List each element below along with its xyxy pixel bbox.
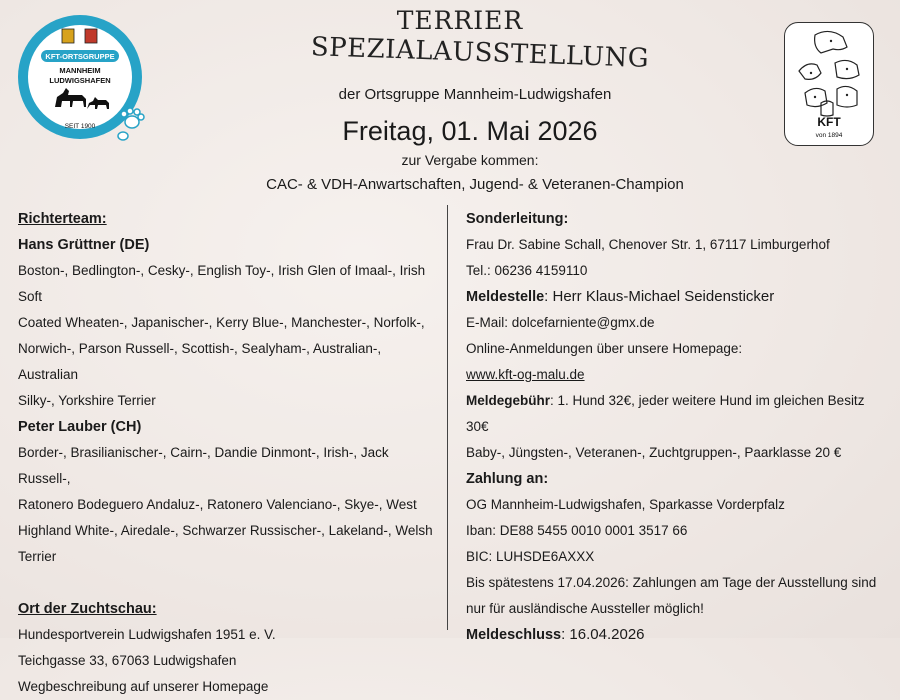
meldeschluss-label: Meldeschluss	[466, 627, 562, 643]
zahlung-heading: Zahlung an:	[466, 471, 549, 487]
meldestelle-value: : Herr Klaus-Michael Seidensticker	[544, 288, 775, 305]
richterteam-heading: Richterteam:	[18, 211, 107, 227]
meldestelle-label: Meldestelle	[466, 289, 545, 305]
event-date: Freitag, 01. Mai 2026	[342, 116, 598, 146]
judge1-breeds	[18, 258, 443, 414]
ort-heading: Ort der Zuchtschau:	[18, 601, 157, 617]
bic-line: BIC: LUHSDE6AXXX	[466, 549, 595, 564]
ortsgruppe-logo	[15, 12, 145, 142]
judge2-breeds-line: Highland White-, Airedale-, Schwarzer Russischer-, Lakeland-, Welsh	[18, 523, 433, 538]
judge1-breeds-line: Boston-, Bedlington-, Cesky-, English Toy-, Irish Glen of Imaal-, Irish Soft	[18, 263, 426, 304]
judge2-breeds-line: Border-, Brasilianischer-, Cairn-, Dandie Dinmont-, Irish-, Jack Russell-,	[18, 445, 389, 486]
title-terrier: TERRIER	[396, 6, 524, 35]
logo-since: SEIT 1900	[64, 123, 96, 130]
online-anmeldung: Online-Anmeldungen über unsere Homepage:	[466, 341, 743, 356]
judge2-breeds	[18, 440, 443, 570]
judge2-breeds-line: Ratonero Bodeguero Andaluz-, Ratonero Valenciano-, Skye-, West	[18, 497, 417, 512]
gebuehr-label: Meldegebühr	[466, 393, 551, 408]
meldeschluss-value: : 16.04.2026	[561, 626, 645, 643]
iban-line: Iban: DE88 5455 0010 0001 3517 66	[466, 523, 688, 538]
right-column	[466, 206, 886, 648]
judge1-breeds-line: Coated Wheaten-, Japanischer-, Kerry Blue-, Manchester-, Norfolk-,	[18, 315, 425, 330]
meldeschluss-line	[466, 622, 886, 648]
gebuehr-value: : 1. Hund 32€, jeder weitere Hund im gleichen Besitz 30€	[466, 393, 865, 434]
left-column	[18, 206, 443, 700]
column-divider	[447, 205, 448, 630]
kft-logo	[784, 22, 874, 146]
title-spezialausstellung: SPEZIALAUSSTELLUNG	[310, 32, 650, 74]
meldestelle-line	[466, 284, 886, 310]
sonderleitung-address: Frau Dr. Sabine Schall, Chenover Str. 1, 67117 Limburgerhof	[466, 237, 830, 252]
ort-line: Teichgasse 33, 67063 Ludwigshafen	[18, 653, 237, 668]
judge2-breeds-line: Terrier	[18, 549, 57, 564]
ort-line: Wegbeschreibung auf unserer Homepage	[18, 679, 269, 694]
judge1-breeds-line: Silky-, Yorkshire Terrier	[18, 393, 156, 408]
vergabe-label: zur Vergabe kommen:	[401, 152, 539, 168]
deadline-line: Bis spätestens 17.04.2026: Zahlungen am Tage der Ausstellung sind	[466, 575, 877, 590]
email-line: E-Mail: dolcefarniente@gmx.de	[466, 315, 655, 330]
logo-text-2: MANNHEIM	[59, 66, 101, 75]
terrier-heads-icon	[799, 31, 859, 116]
deadline-line2: nur für ausländische Aussteller möglich!	[466, 601, 704, 616]
gebuehr-line2: Baby-, Jüngsten-, Veteranen-, Zuchtgruppen-, Paarklasse 20 €	[466, 445, 842, 460]
sonderleitung-tel: Tel.: 06236 4159110	[466, 263, 588, 278]
homepage-link[interactable]: www.kft-og-malu.de	[466, 367, 585, 382]
logo-text-1: KFT-ORTSGRUPPE	[45, 52, 115, 61]
sonderleitung-heading: Sonderleitung:	[466, 211, 569, 227]
judge1-breeds-line: Norwich-, Parson Russell-, Scottish-, Sealyham-, Australian-, Australian	[18, 341, 382, 382]
logo-text-3: LUDWIGSHAFEN	[49, 76, 111, 85]
kft-logo-name: KFT	[817, 115, 841, 129]
kft-logo-since: von 1894	[815, 132, 843, 139]
gebuehr-line	[466, 388, 886, 440]
ort-line: Hundesportverein Ludwigshafen 1951 e. V.	[18, 627, 276, 642]
bank-line: OG Mannheim-Ludwigshafen, Sparkasse Vorderpfalz	[466, 497, 785, 512]
subtitle-ortsgruppe: der Ortsgruppe Mannheim-Ludwigshafen	[338, 86, 612, 103]
judge2-name: Peter Lauber (CH)	[18, 419, 142, 435]
titles-awarded: CAC- & VDH-Anwartschaften, Jugend- & Veteranen-Champion	[266, 176, 684, 193]
judge1-name: Hans Grüttner (DE)	[18, 237, 150, 253]
paw-icon	[118, 108, 144, 140]
